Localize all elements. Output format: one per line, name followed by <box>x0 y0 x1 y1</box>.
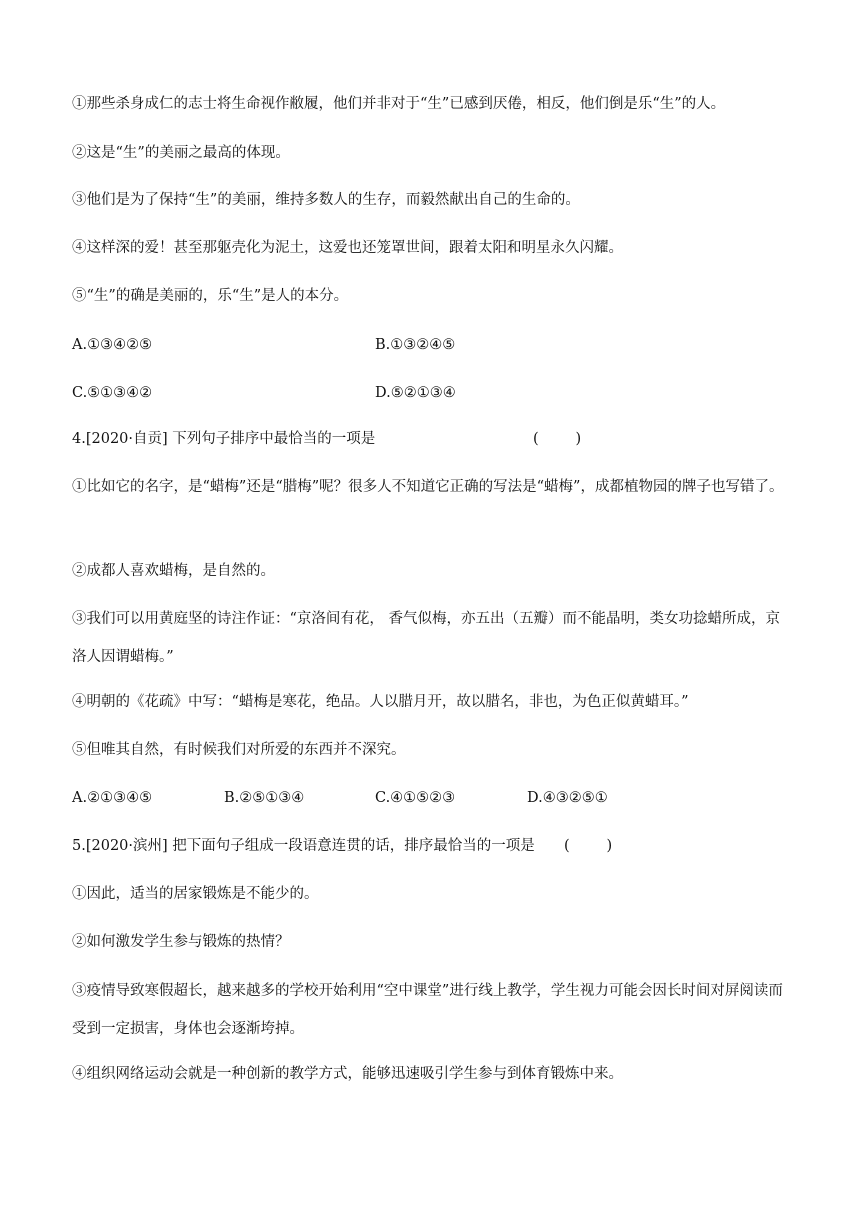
sentence-4: ④这样深的爱！甚至那躯壳化为泥土，这爱也还笼罩世间，跟着太阳和明星永久闪耀。 <box>72 240 623 256</box>
option-c: C.⑤①③④② <box>72 385 153 401</box>
sentence-3: ③他们是为了保持“生”的美丽，维持多数人的生存，而毅然献出自己的生命的。 <box>72 192 580 208</box>
sentence-2: ②这是“生”的美丽之最高的体现。 <box>72 145 290 161</box>
q4-sentence-1: ①比如它的名字，是“蜡梅”还是“腊梅”呢？很多人不知道它正确的写法是“蜡梅”，成都植物园的牌子也写错了。 <box>72 479 784 495</box>
q4-sentence-5: ⑤但唯其自然，有时候我们对所爱的东西并不深究。 <box>72 742 406 758</box>
question-5-stem: 5.[2020·滨州] 把下面句子组成一段语意连贯的话，排序最恰当的一项是 <box>72 838 535 854</box>
sentence-1: ①那些杀身成仁的志士将生命视作敝履，他们并非对于“生”已感到厌倦，相反，他们倒是乐“生”的人。 <box>72 96 726 112</box>
q4-option-a: A.②①③④⑤ <box>72 790 153 806</box>
q4-option-c: C.④①⑤②③ <box>375 790 456 806</box>
question-4-stem: 4.[2020·自贡] 下列句子排序中最恰当的一项是 <box>72 431 376 447</box>
answer-bracket: ( ) <box>533 431 582 447</box>
option-a: A.①③④②⑤ <box>72 337 153 353</box>
q4-sentence-4: ④明朝的《花疏》中写：“蜡梅是寒花，绝品。人以腊月开，故以腊名，非也，为色正似黄蜡耳。” <box>72 694 689 710</box>
sentence-5: ⑤“生”的确是美丽的，乐“生”是人的本分。 <box>72 288 349 304</box>
q4-option-b: B.②⑤①③④ <box>224 790 305 806</box>
q4-option-d: D.④③②⑤① <box>527 790 608 806</box>
q4-sentence-2: ②成都人喜欢蜡梅，是自然的。 <box>72 563 275 579</box>
q5-sentence-3: ③疫情导致寒假超长，越来越多的学校开始利用“空中课堂”进行线上教学，学生视力可能会因长时间对屏阅读而受到一定损害，身体也会逐渐垮掉。 <box>72 983 783 1037</box>
option-d: D.⑤②①③④ <box>375 385 456 401</box>
q5-sentence-2: ②如何激发学生参与锻炼的热情？ <box>72 934 290 950</box>
q5-sentence-1: ①因此，适当的居家锻炼是不能少的。 <box>72 886 319 902</box>
q5-sentence-4: ④组织网络运动会就是一种创新的教学方式，能够迅速吸引学生参与到体育锻炼中来。 <box>72 1066 623 1082</box>
q4-sentence-3: ③我们可以用黄庭坚的诗注作证：“京洛间有花， 香气似梅，亦五出（五瓣）而不能晶明，类女功捻蜡所成，京洛人因谓蜡梅。” <box>72 611 781 665</box>
answer-bracket: ( ) <box>564 838 613 854</box>
option-b: B.①③②④⑤ <box>375 337 456 353</box>
